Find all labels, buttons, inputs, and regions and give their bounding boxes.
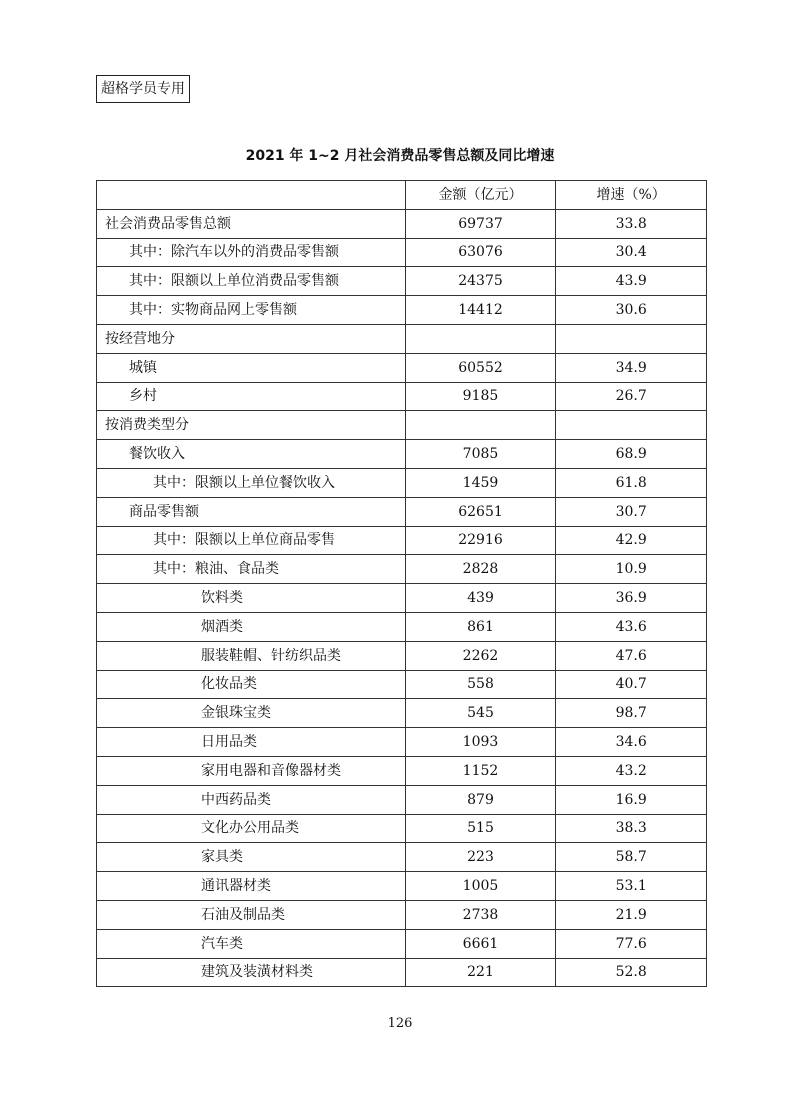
row-amount: 9185 — [405, 382, 556, 411]
row-label: 餐饮收入 — [129, 446, 185, 463]
row-amount: 1152 — [405, 756, 556, 785]
header-amount: 金额（亿元） — [405, 181, 556, 210]
table-row — [97, 382, 707, 411]
row-label-cell — [97, 699, 406, 728]
row-label-cell — [97, 440, 406, 469]
row-label-cell — [97, 958, 406, 987]
row-label: 家具类 — [201, 849, 243, 866]
row-growth: 38.3 — [556, 814, 707, 843]
row-label: 其中：限额以上单位餐饮收入 — [153, 474, 335, 491]
row-label-cell — [97, 584, 406, 613]
table-row — [97, 756, 707, 785]
row-label-cell — [97, 296, 406, 325]
row-label: 社会消费品零售总额 — [105, 215, 231, 232]
row-label: 乡村 — [129, 388, 157, 405]
row-growth — [556, 411, 707, 440]
row-label: 日用品类 — [201, 734, 257, 751]
table-row — [97, 497, 707, 526]
table-row — [97, 209, 707, 238]
row-label-cell — [97, 728, 406, 757]
table-row — [97, 843, 707, 872]
row-growth: 53.1 — [556, 872, 707, 901]
row-label: 金银珠宝类 — [201, 705, 271, 722]
row-amount: 63076 — [405, 238, 556, 267]
table-row — [97, 900, 707, 929]
table-row — [97, 699, 707, 728]
row-label-cell — [97, 497, 406, 526]
row-growth: 98.7 — [556, 699, 707, 728]
table-row — [97, 670, 707, 699]
header-category — [97, 181, 406, 210]
row-label: 文化办公用品类 — [201, 820, 299, 837]
row-label: 中西药品类 — [201, 791, 271, 808]
row-amount: 2738 — [405, 900, 556, 929]
table-row — [97, 526, 707, 555]
retail-sales-table — [96, 180, 707, 987]
row-amount — [405, 411, 556, 440]
row-label-cell — [97, 843, 406, 872]
row-amount: 7085 — [405, 440, 556, 469]
row-label: 其中：除汽车以外的消费品零售额 — [129, 244, 339, 261]
row-amount: 2262 — [405, 641, 556, 670]
row-growth: 16.9 — [556, 785, 707, 814]
row-amount: 1005 — [405, 872, 556, 901]
table-title: 2021 年 1~2 月社会消费品零售总额及同比增速 — [245, 148, 555, 164]
row-label-cell — [97, 900, 406, 929]
row-amount: 439 — [405, 584, 556, 613]
table-row — [97, 440, 707, 469]
row-label-cell — [97, 929, 406, 958]
page-number: 126 — [387, 1016, 413, 1031]
table-row — [97, 296, 707, 325]
row-label: 服装鞋帽、针纺织品类 — [201, 647, 341, 664]
row-growth: 36.9 — [556, 584, 707, 613]
row-amount: 6661 — [405, 929, 556, 958]
row-label: 化妆品类 — [201, 676, 257, 693]
row-label: 饮料类 — [201, 590, 243, 607]
row-amount: 545 — [405, 699, 556, 728]
row-label: 烟酒类 — [201, 618, 243, 635]
row-label-cell — [97, 756, 406, 785]
row-label-cell — [97, 411, 406, 440]
row-amount: 223 — [405, 843, 556, 872]
table-header-row — [97, 181, 707, 210]
row-label-cell — [97, 382, 406, 411]
row-amount: 221 — [405, 958, 556, 987]
row-growth: 10.9 — [556, 555, 707, 584]
table-row — [97, 785, 707, 814]
row-amount: 1093 — [405, 728, 556, 757]
row-label-cell — [97, 324, 406, 353]
row-growth: 77.6 — [556, 929, 707, 958]
row-amount: 879 — [405, 785, 556, 814]
row-label: 按消费类型分 — [105, 417, 189, 434]
table-row — [97, 728, 707, 757]
row-label: 商品零售额 — [129, 503, 199, 520]
row-growth: 40.7 — [556, 670, 707, 699]
row-label-cell — [97, 670, 406, 699]
row-growth: 33.8 — [556, 209, 707, 238]
row-amount: 2828 — [405, 555, 556, 584]
table-row — [97, 267, 707, 296]
row-amount: 558 — [405, 670, 556, 699]
row-label: 其中：实物商品网上零售额 — [129, 302, 297, 319]
row-label-cell — [97, 209, 406, 238]
row-growth: 68.9 — [556, 440, 707, 469]
table-row — [97, 814, 707, 843]
row-label-cell — [97, 641, 406, 670]
table-row — [97, 641, 707, 670]
row-amount: 861 — [405, 612, 556, 641]
row-growth: 43.9 — [556, 267, 707, 296]
table-row — [97, 872, 707, 901]
row-growth: 43.6 — [556, 612, 707, 641]
table-row — [97, 411, 707, 440]
row-growth: 26.7 — [556, 382, 707, 411]
table-row — [97, 238, 707, 267]
row-label: 按经营地分 — [105, 330, 175, 347]
row-amount: 515 — [405, 814, 556, 843]
row-amount: 62651 — [405, 497, 556, 526]
row-growth — [556, 324, 707, 353]
header-growth: 增速（%） — [556, 181, 707, 210]
row-label: 石油及制品类 — [201, 906, 285, 923]
row-label: 其中：粮油、食品类 — [153, 561, 279, 578]
row-label-cell — [97, 468, 406, 497]
row-label-cell — [97, 353, 406, 382]
row-label: 汽车类 — [201, 935, 243, 952]
row-growth: 42.9 — [556, 526, 707, 555]
row-amount: 69737 — [405, 209, 556, 238]
data-table-container — [96, 180, 707, 987]
row-label-cell — [97, 238, 406, 267]
table-row — [97, 958, 707, 987]
table-row — [97, 612, 707, 641]
row-label: 家用电器和音像器材类 — [201, 762, 341, 779]
row-growth: 58.7 — [556, 843, 707, 872]
table-row — [97, 353, 707, 382]
row-growth: 47.6 — [556, 641, 707, 670]
row-label: 其中：限额以上单位消费品零售额 — [129, 273, 339, 290]
row-growth: 21.9 — [556, 900, 707, 929]
row-amount: 22916 — [405, 526, 556, 555]
row-amount: 1459 — [405, 468, 556, 497]
row-label: 建筑及装潢材料类 — [201, 964, 313, 981]
row-growth: 30.7 — [556, 497, 707, 526]
row-label-cell — [97, 555, 406, 584]
table-row — [97, 584, 707, 613]
row-growth: 52.8 — [556, 958, 707, 987]
row-growth: 34.6 — [556, 728, 707, 757]
table-row — [97, 555, 707, 584]
table-body — [97, 209, 707, 987]
row-label-cell — [97, 872, 406, 901]
row-amount: 14412 — [405, 296, 556, 325]
row-label-cell — [97, 814, 406, 843]
row-label: 通讯器材类 — [201, 878, 271, 895]
row-amount: 60552 — [405, 353, 556, 382]
table-row — [97, 929, 707, 958]
row-growth: 43.2 — [556, 756, 707, 785]
row-amount — [405, 324, 556, 353]
table-row — [97, 468, 707, 497]
row-label-cell — [97, 785, 406, 814]
row-growth: 30.4 — [556, 238, 707, 267]
row-label-cell — [97, 267, 406, 296]
row-growth: 30.6 — [556, 296, 707, 325]
row-label: 其中：限额以上单位商品零售 — [153, 532, 335, 549]
row-label-cell — [97, 612, 406, 641]
row-growth: 34.9 — [556, 353, 707, 382]
row-label-cell — [97, 526, 406, 555]
table-row — [97, 324, 707, 353]
watermark-badge: 超格学员专用 — [96, 75, 190, 103]
row-growth: 61.8 — [556, 468, 707, 497]
row-amount: 24375 — [405, 267, 556, 296]
row-label: 城镇 — [129, 359, 157, 376]
